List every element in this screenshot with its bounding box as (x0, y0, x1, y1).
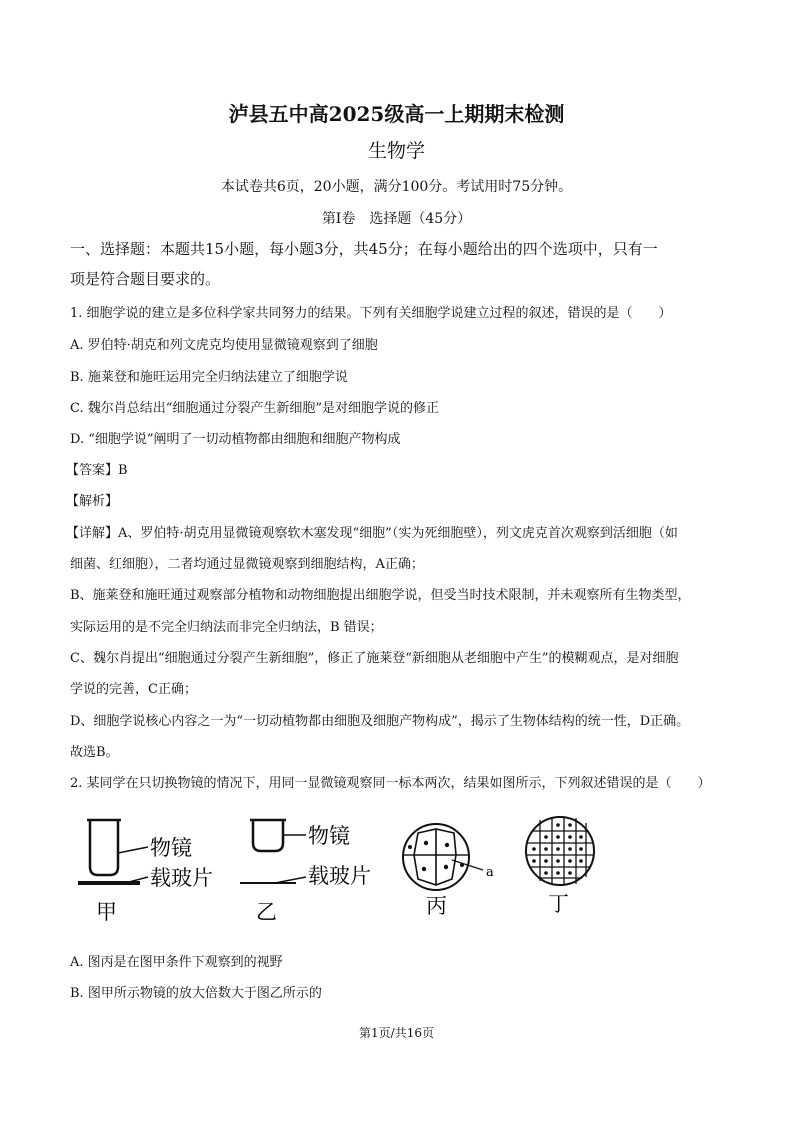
q1-explain-line: 细菌、红细胞），二者均通过显微镜观察到细胞结构，A正确； (70, 557, 424, 572)
q2-stem: 2. 某同学在只切换物镜的情况下，用同一显微镜观察同一标本两次，结果如图所示，下列叙述错误的是（ ） (70, 776, 711, 791)
volume-heading: 第Ⅰ卷 选择题（45分） (321, 211, 472, 227)
q1-explain-line: 实际运用的是不完全归纳法而非完全归纳法，B 错误； (70, 620, 383, 635)
label-slide-jia: 载玻片 (150, 866, 213, 890)
q1-explain-line: 【详解】A、罗伯特·胡克用显微镜观察软木塞发现“细胞”（实为死细胞壁），列文虎克首次观察到活细胞（如 (66, 526, 678, 541)
q2-option-a: A. 图丙是在图甲条件下观察到的视野 (70, 955, 283, 970)
label-yi: 乙 (256, 900, 277, 924)
q1-option-c: C. 魏尔肖总结出“细胞通过分裂产生新细胞”是对细胞学说的修正 (70, 401, 440, 416)
q1-answer: 【答案】B (66, 463, 128, 478)
q1-explain-line: C、魏尔肖提出“细胞通过分裂产生新细胞”，修正了施莱登“新细胞从老细胞中产生”的模糊观点，是对细胞 (70, 651, 679, 666)
label-slide-yi: 载玻片 (308, 864, 371, 888)
section-instructions-line2: 项是符合题目要求的。 (70, 270, 221, 288)
section-instructions-line1: 一、选择题：本题共15小题，每小题3分，共45分；在每小题给出的四个选项中，只有一 (70, 240, 658, 258)
label-bing: 丙 (426, 894, 447, 918)
exam-intro: 本试卷共6页，20小题，满分100分。考试用时75分钟。 (220, 179, 573, 195)
label-objective-jia: 物镜 (150, 836, 192, 860)
exam-title: 泸县五中高2025级高一上期期末检测 (228, 102, 565, 126)
label-objective-yi: 物镜 (308, 824, 350, 848)
page-footer: 第1页/共16页 (359, 1026, 434, 1040)
label-ding: 丁 (548, 892, 569, 916)
q1-option-d: D. “细胞学说”阐明了一切动植物都由细胞和细胞产物构成 (70, 432, 401, 447)
objective-jia-icon (87, 820, 121, 875)
pointer-line (118, 847, 148, 853)
q1-explain-line: 故选B。 (70, 745, 119, 760)
microscope-figure (70, 815, 610, 925)
q1-analysis-label: 【解析】 (66, 494, 119, 509)
label-a: a (486, 865, 494, 880)
q1-explain-line: B、施莱登和施旺通过观察部分植物和动物细胞提出细胞学说，但受当时技术限制，并未观察所有生物类型， (70, 588, 691, 603)
q1-option-b: B. 施莱登和施旺运用完全归纳法建立了细胞学说 (70, 370, 348, 385)
view-ding-icon (526, 817, 594, 885)
q2-option-b: B. 图甲所示物镜的放大倍数大于图乙所示的 (70, 986, 322, 1001)
q1-option-a: A. 罗伯特·胡克和列文虎克均使用显微镜观察到了细胞 (70, 338, 378, 353)
view-bing-icon (403, 824, 469, 890)
q1-stem: 1. 细胞学说的建立是多位科学家共同努力的结果。下列有关细胞学说建立过程的叙述，错误的是（ ） (70, 306, 672, 321)
subject-title: 生物学 (367, 140, 425, 162)
q1-explain-line: D、细胞学说核心内容之一为“一切动植物都由细胞及细胞产物构成”，揭示了生物体结构的统一性，D正确。 (70, 714, 690, 729)
q1-explain-line: 学说的完善，C正确； (70, 682, 197, 697)
label-jia: 甲 (96, 900, 117, 924)
objective-yi-icon (250, 820, 286, 851)
